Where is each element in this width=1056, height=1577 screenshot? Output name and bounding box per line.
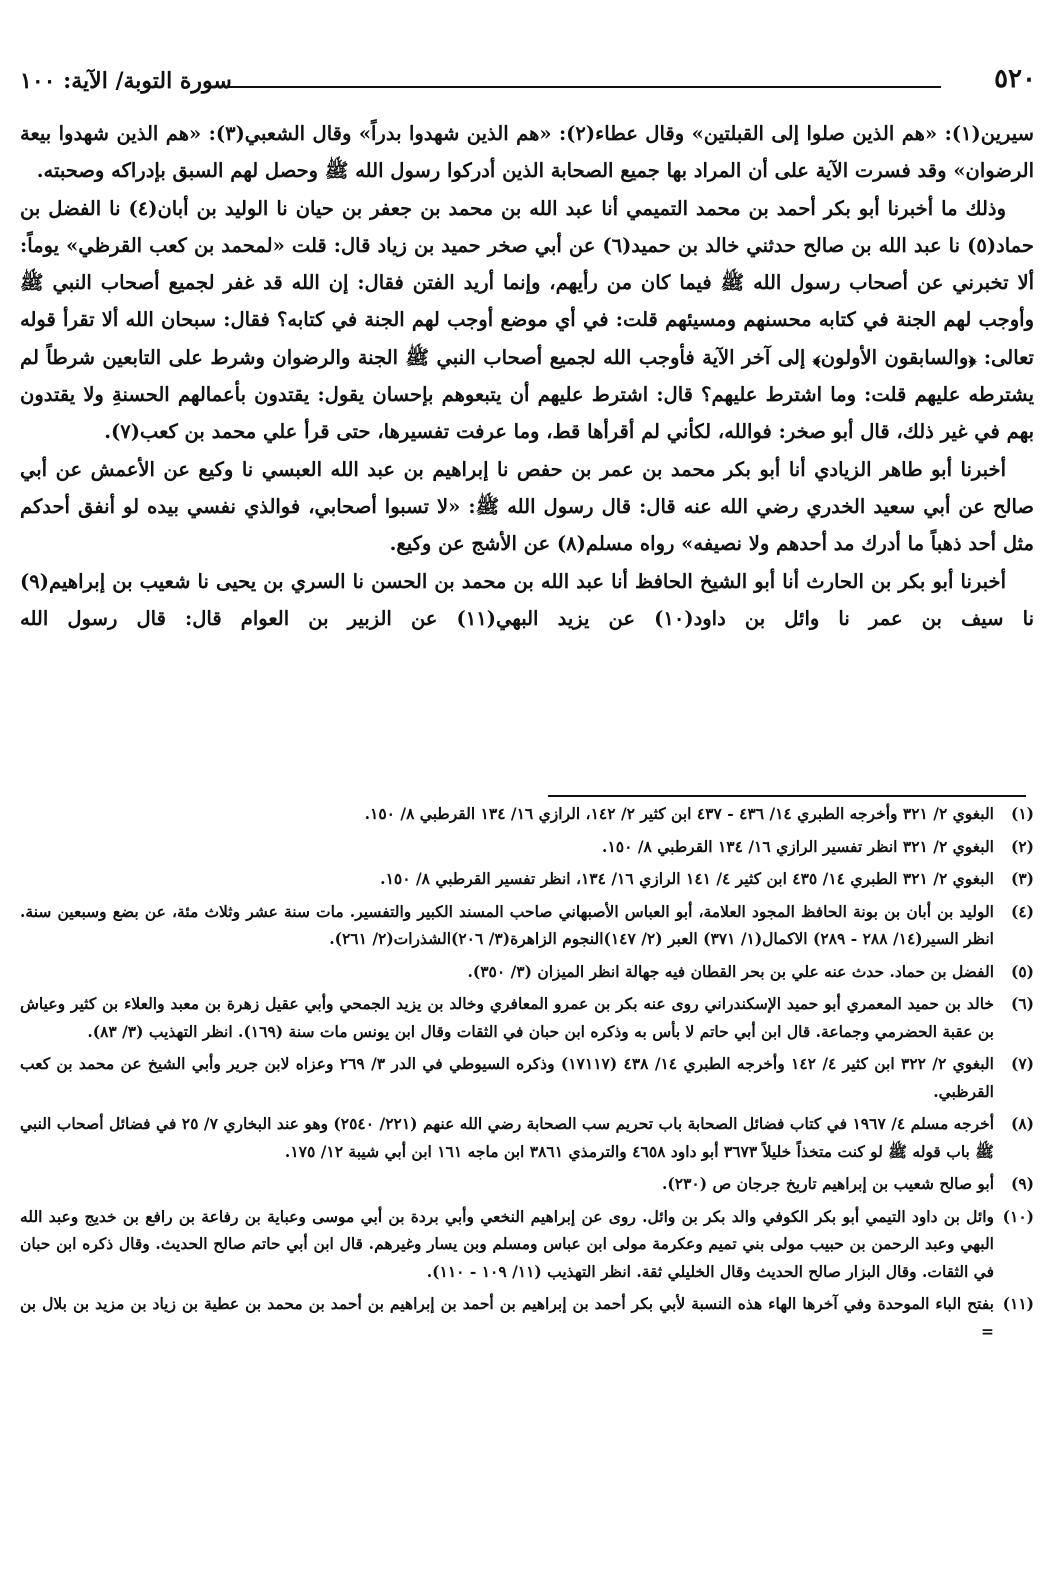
footnote-number: (٤) (1010, 901, 1034, 921)
footnote (20, 800, 1034, 828)
page-number: ٥٢٠ (994, 64, 1036, 94)
footnote-text: الوليد بن أبان بن بونة الحافظ المجود العلامة، أبو العباس الأصبهاني صاحب المسند الكبير والتفسير. مات سنة عشر وثلاث مئة، عن بضع وسبعين سنة. انظر السير(١٤/ ٢٨٨ - ٢٨٩) الاكمال(١/ ٣٧١) العبر (٢/ ١٤٧)النجوم الزاهرة(٣/ ٢٠٦)الشذرات(٢/ ٢٦١). (20, 901, 994, 948)
footnote-number: (٣) (1010, 869, 1034, 888)
footnote (20, 990, 1034, 1045)
main-text (20, 115, 1034, 637)
footnote-number: (١١) (1002, 1294, 1034, 1313)
footnote-text: البغوي ٢/ ٣٢١ الطبري ١٤/ ٤٣٥ ابن كثير ٤/ ١٤١ الرازي ١٦/ ١٣٤، انظر تفسير القرطبي ٨/ ١٥٠. (380, 869, 994, 888)
footnote (20, 958, 1034, 986)
footnote-text: البغوي ٢/ ٣٢١ وأخرجه الطبري ١٤/ ٤٣٦ - ٤٣٧ ابن كثير ٢/ ١٤٢، الرازي ١٦/ ١٣٤ القرطبي ٨/ ١٥٠. (364, 804, 994, 823)
footnote-text: الفضل بن حماد. حدث عنه علي بن بحر القطان فيه جهالة انظر الميزان (٣/ ٣٥٠). (467, 961, 994, 981)
footnote (20, 1290, 1034, 1345)
footnote (20, 833, 1034, 861)
footnote-number: (١٠) (1002, 1206, 1034, 1226)
running-title: سورة التوبة/ الآية: ١٠٠ (20, 68, 232, 94)
footnotes (20, 800, 1034, 1350)
footnote-number: (٦) (1010, 994, 1034, 1013)
footnote (20, 898, 1034, 953)
footnote-text: وائل بن داود التيمي أبو بكر الكوفي والد بكر بن وائل. روى عن إبراهيم النخعي وأبي بردة بن أبي موسى وعباية بن رفاعة بن رافع بن خديج وعبد الله البهي وعبد الرحمن بن حبيب مولى بني تميم وعكرمة مولى ابن عباس ومسلم وبن يسار وغيرهم. قال ابن أبي حاتم صالح الحديث. وقال ذكره ابن حبان في الثقات. وقال البزار صالح الحديث وقال الخليلي ثقة. انظر التهذيب (١١/ ١٠٩ - ١١٠). (20, 1206, 994, 1281)
footnote-number: (٧) (1010, 1054, 1034, 1073)
footnote-number: (٨) (1010, 1114, 1034, 1133)
footnote-text: البغوي ٢/ ٣٢٢ ابن كثير ٤/ ١٤٢ وأخرجه الطبري ١٤/ ٤٣٨ (١٧١١٧) وذكره السيوطي في الدر ٣/ ٢٦٩ وعزاه لابن جرير وأبي الشيخ عن محمد بن كعب القرظبي. (20, 1054, 994, 1101)
paragraph: وذلك ما أخبرنا أبو بكر أحمد بن محمد التميمي أنا عبد الله بن محمد بن جعفر بن حيان نا الوليد بن أبان(٤) نا الفضل بن حماد(٥) نا عبد الله بن صالح حدثني خالد بن حميد(٦) عن أبي صخر حميد بن زياد قال: قلت «لمحمد بن كعب القرظي» يوماً: ألا تخبرني عن أصحاب رسول الله ﷺ فيما كان من رأيهم، وإنما أريد الفتن فقال: إن الله قد غفر لجميع أصحاب النبي ﷺ وأوجب لهم الجنة في كتابه محسنهم ومسيئهم قلت: في أي موضع أوجب لهم الجنة في كتابه؟ فقال: سبحان الله ألا تقرأ قوله تعالى: ﴿والسابقون الأولون﴾ إلى آخر الآية فأوجب الله لجميع أصحاب النبي ﷺ الجنة والرضوان وشرط على التابعين شرطاً لم يشترطه عليهم قلت: وما اشترط عليهم؟ قال: اشترط عليهم أن يتبعوهم بإحسان يقول: يقتدون بأعمالهم الحسنةِ ولا يقتدون بهم في غير ذلك، قال أبو صخر: فوالله، لكأني لم أقرأها قط، وما عرفت تفسيرها، حتى قرأ علي محمد بن كعب(٧). (20, 196, 1034, 444)
footnote-number: (٩) (1010, 1174, 1034, 1193)
footnote (20, 1050, 1034, 1105)
footnote-number: (٢) (1010, 836, 1034, 856)
paragraph: أخبرنا أبو طاهر الزيادي أنا أبو بكر محمد بن عمر بن حفص نا إبراهيم بن عبد الله العبسي نا وكيع عن الأعمش عن أبي صالح عن أبي سعيد الخدري رضي الله عنه قال: قال رسول الله ﷺ: «لا تسبوا أصحابي، فوالذي نفسي بيده لو أنفق أحدكم مثل أحد ذهباً ما أدرك مد أحدهم ولا نصيفه» رواه مسلم(٨) عن الأشج عن وكيع. (20, 457, 1034, 556)
footnote (20, 1203, 1034, 1286)
paragraph: أخبرنا أبو بكر بن الحارث أنا أبو الشيخ الحافظ أنا عبد الله بن محمد بن الحسن نا السري بن يحيى نا شعيب بن إبراهيم(٩) نا سيف بن عمر نا وائل بن داود(١٠) عن يزيد البهي(١١) عن الزبير بن العوام قال: قال رسول الله (20, 569, 1035, 630)
page-header (20, 64, 1036, 104)
footnote-text: أبو صالح شعيب بن إبراهيم تاريخ جرجان ص (٢٣٠). (662, 1174, 994, 1193)
footnote-text: بفتح الباء الموحدة وفي آخرها الهاء هذه النسبة لأبي بكر أحمد بن إبراهيم بن أحمد بن إبراهيم بن أحمد بن محمد بن عطية بن زياد بن مزيد بن بلال بن = (20, 1294, 994, 1341)
header-rule (225, 86, 941, 88)
footnote (20, 1170, 1034, 1198)
paragraph: سيرين(١): «هم الذين صلوا إلى القبلتين» وقال عطاء(٢): «هم الذين شهدوا بدراً» وقال الشعبي(٣): «هم الذين شهدوا بيعة الرضوان» وقد فسرت الآية على أن المراد بها جميع الصحابة الذين أدركوا رسول الله ﷺ وحصل لهم السبق بإدراكه وصحبته. (20, 122, 1034, 183)
footnote-number: (١) (1010, 804, 1034, 823)
footnote-separator (548, 795, 1026, 797)
footnote (20, 1110, 1034, 1165)
footnote-number: (٥) (1010, 961, 1034, 981)
footnote-text: البغوي ٢/ ٣٢١ انظر تفسير الرازي ١٦/ ١٣٤ القرطبي ٨/ ١٥٠. (602, 836, 994, 856)
footnote-text: خالد بن حميد المعمري أبو حميد الإسكندراني روى عنه بكر بن عمرو المعافري وخالد بن يزيد الجمحي وأبي عقيل زهرة بن معبد والعلاء بن كثير وعياش بن عقبة الحضرمي وجماعة. قال ابن أبي حاتم لا بأس به وذكره ابن حبان في الثقات وقال ابن يونس مات سنة (١٦٩). انظر التهذيب (٣/ ٨٣). (20, 994, 994, 1041)
footnote (20, 865, 1034, 893)
footnote-text: أخرجه مسلم ٤/ ١٩٦٧ في كتاب فضائل الصحابة باب تحريم سب الصحابة رضي الله عنهم (٢٢١/ ٢٥٤٠) وهو عند البخاري ٧/ ٢٥ في فضائل أصحاب النبي ﷺ باب قوله ﷺ لو كنت متخذاً خليلاً ٣٦٧٣ أبو داود ٤٦٥٨ والترمذي ٣٨٦١ ابن ماجه ١٦١ ابن أبي شيبة ١٢/ ١٧٥. (20, 1114, 995, 1161)
